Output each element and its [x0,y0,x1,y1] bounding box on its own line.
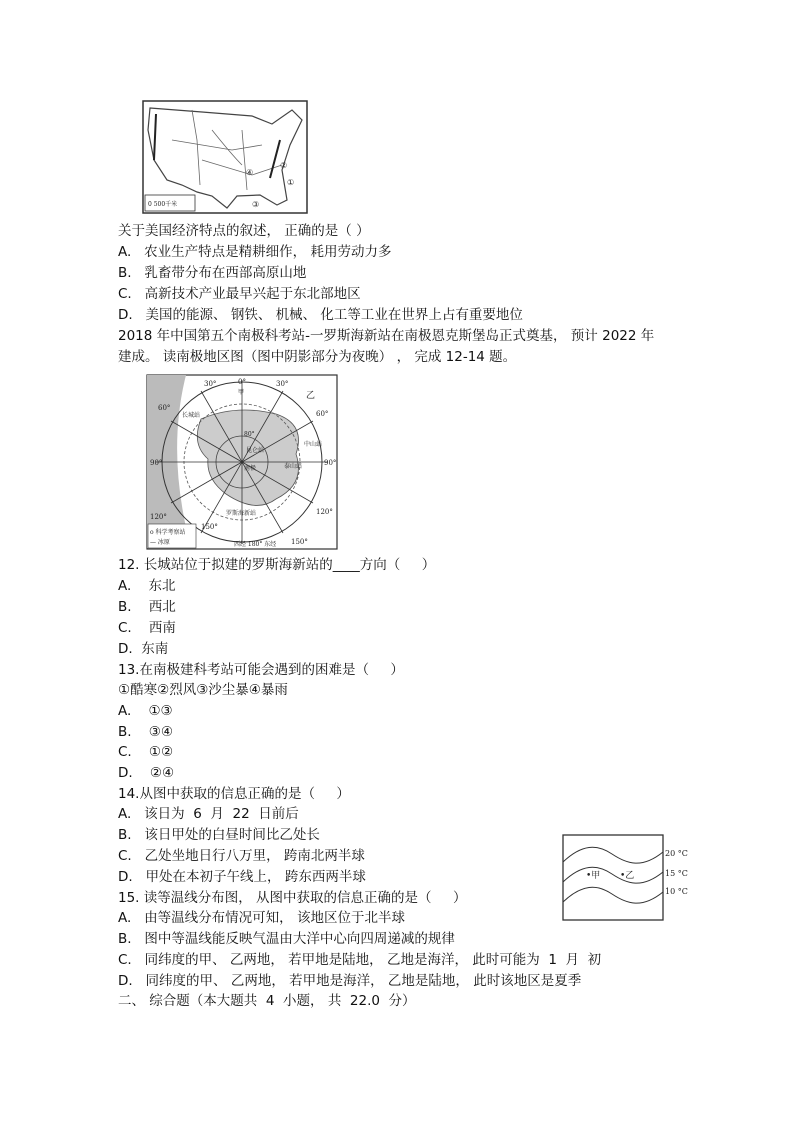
q13-option-b: B. ③④ [118,724,173,740]
isotherm-map-figure [562,834,694,922]
q12-option-a: A. 东北 [118,578,176,594]
section-2-heading: 二、 综合题（本大题共 4 小题， 共 22.0 分） [118,993,416,1009]
q13-option-c: C. ①② [118,744,174,760]
q15-option-c: C. 同纬度的甲、 乙两地， 若甲地是陆地， 乙地是海洋， 此时可能为 1 月 初 [118,952,602,968]
q11-stem: 关于美国经济特点的叙述， 正确的是（ ） [118,223,370,239]
q12-stem: 12. 长城站位于拟建的罗斯海新站的____方向（ ） [118,557,436,573]
label-0: 0° [238,378,246,386]
marker-4: ④ [246,168,254,177]
isotherm-10: 10 °C [665,887,688,896]
label-south-pole: 南极 [244,465,257,472]
label-30e: 30° [276,380,289,388]
q13-choices: ①酷寒②烈风③沙尘暴④暴雨 [118,682,288,698]
q15-option-d: D. 同纬度的甲、 乙两地， 若甲地是海洋， 乙地是陆地， 此时该地区是夏季 [118,973,582,989]
marker-1: ① [287,178,295,187]
legend-ice: — 冰原 [150,539,170,546]
label-zhongshan-station: 中山站 [304,441,323,448]
point-yi: •乙 [620,871,635,881]
legend-station: o 科学考察站 [150,529,186,536]
label-kunlun-station: 昆仑站 [246,447,265,454]
q13-stem: 13.在南极建科考站可能会遇到的困难是（ ） [118,662,404,678]
label-ross-sea-station: 罗斯海新站 [226,510,257,517]
label-90w: 90° [150,459,163,467]
intro-line-2: 建成。 读南极地区图（图中阴影部分为夜晚） ， 完成 12-14 题。 [118,349,517,365]
q12-option-c: C. 西南 [118,620,176,636]
q15-option-a: A. 由等温线分布情况可知， 该地区位于北半球 [118,910,405,926]
label-great-wall-station: 长城站 [182,412,201,419]
label-180: 西经 180° 东经 [234,541,277,548]
q12-option-d: D. 东南 [118,641,169,657]
q11-option-d: D. 美国的能源、 钢铁、 机械、 化工等工业在世界上占有重要地位 [118,307,523,323]
q13-option-a: A. ①③ [118,703,173,719]
antarctic-map-figure [146,374,338,550]
label-30w: 30° [204,380,217,388]
q13-option-d: D. ②④ [118,765,175,781]
q15-stem: 15. 读等温线分布图， 从图中获取的信息正确的是（ ） [118,890,467,906]
marker-2: ② [280,161,288,170]
label-60e: 60° [316,410,329,418]
usa-map-figure [142,100,308,214]
scale-label: 0 500千米 [148,201,178,208]
q15-option-b: B. 图中等温线能反映气温由大洋中心向四周递减的规律 [118,931,455,947]
q14-option-c: C. 乙处坐地日行八万里， 跨南北两半球 [118,848,365,864]
label-120w: 120° [150,513,167,521]
isotherm-15: 15 °C [665,869,688,878]
label-60w: 60° [158,404,171,412]
label-150w: 150° [201,523,218,531]
q14-option-b: B. 该日甲处的白昼时间比乙处长 [118,827,320,843]
label-jia: 甲 [238,389,245,396]
q12-option-b: B. 西北 [118,599,176,615]
q14-option-d: D. 甲处在本初子午线上， 跨东西两半球 [118,869,366,885]
q11-option-a: A. 农业生产特点是精耕细作， 耗用劳动力多 [118,244,392,260]
q14-stem: 14.从图中获取的信息正确的是（ ） [118,786,350,802]
q11-option-c: C. 高新技术产业最早兴起于东北部地区 [118,286,361,302]
marker-3: ③ [252,200,260,209]
label-80: 80° [244,431,255,438]
label-120e: 120° [316,508,333,516]
label-90e: 90° [324,459,337,467]
label-yi: 乙 [306,391,316,401]
label-150e: 150° [291,538,308,546]
label-taishan-station: 泰山站 [284,463,303,470]
isotherm-20: 20 °C [665,849,688,858]
q14-option-a: A. 该日为 6 月 22 日前后 [118,806,299,822]
q11-option-b: B. 乳畜带分布在西部高原山地 [118,265,307,281]
point-jia: •甲 [586,871,601,881]
intro-line-1: 2018 年中国第五个南极科考站-一罗斯海新站在南极恩克斯堡岛正式奠基， 预计 2022 年 [118,328,655,344]
